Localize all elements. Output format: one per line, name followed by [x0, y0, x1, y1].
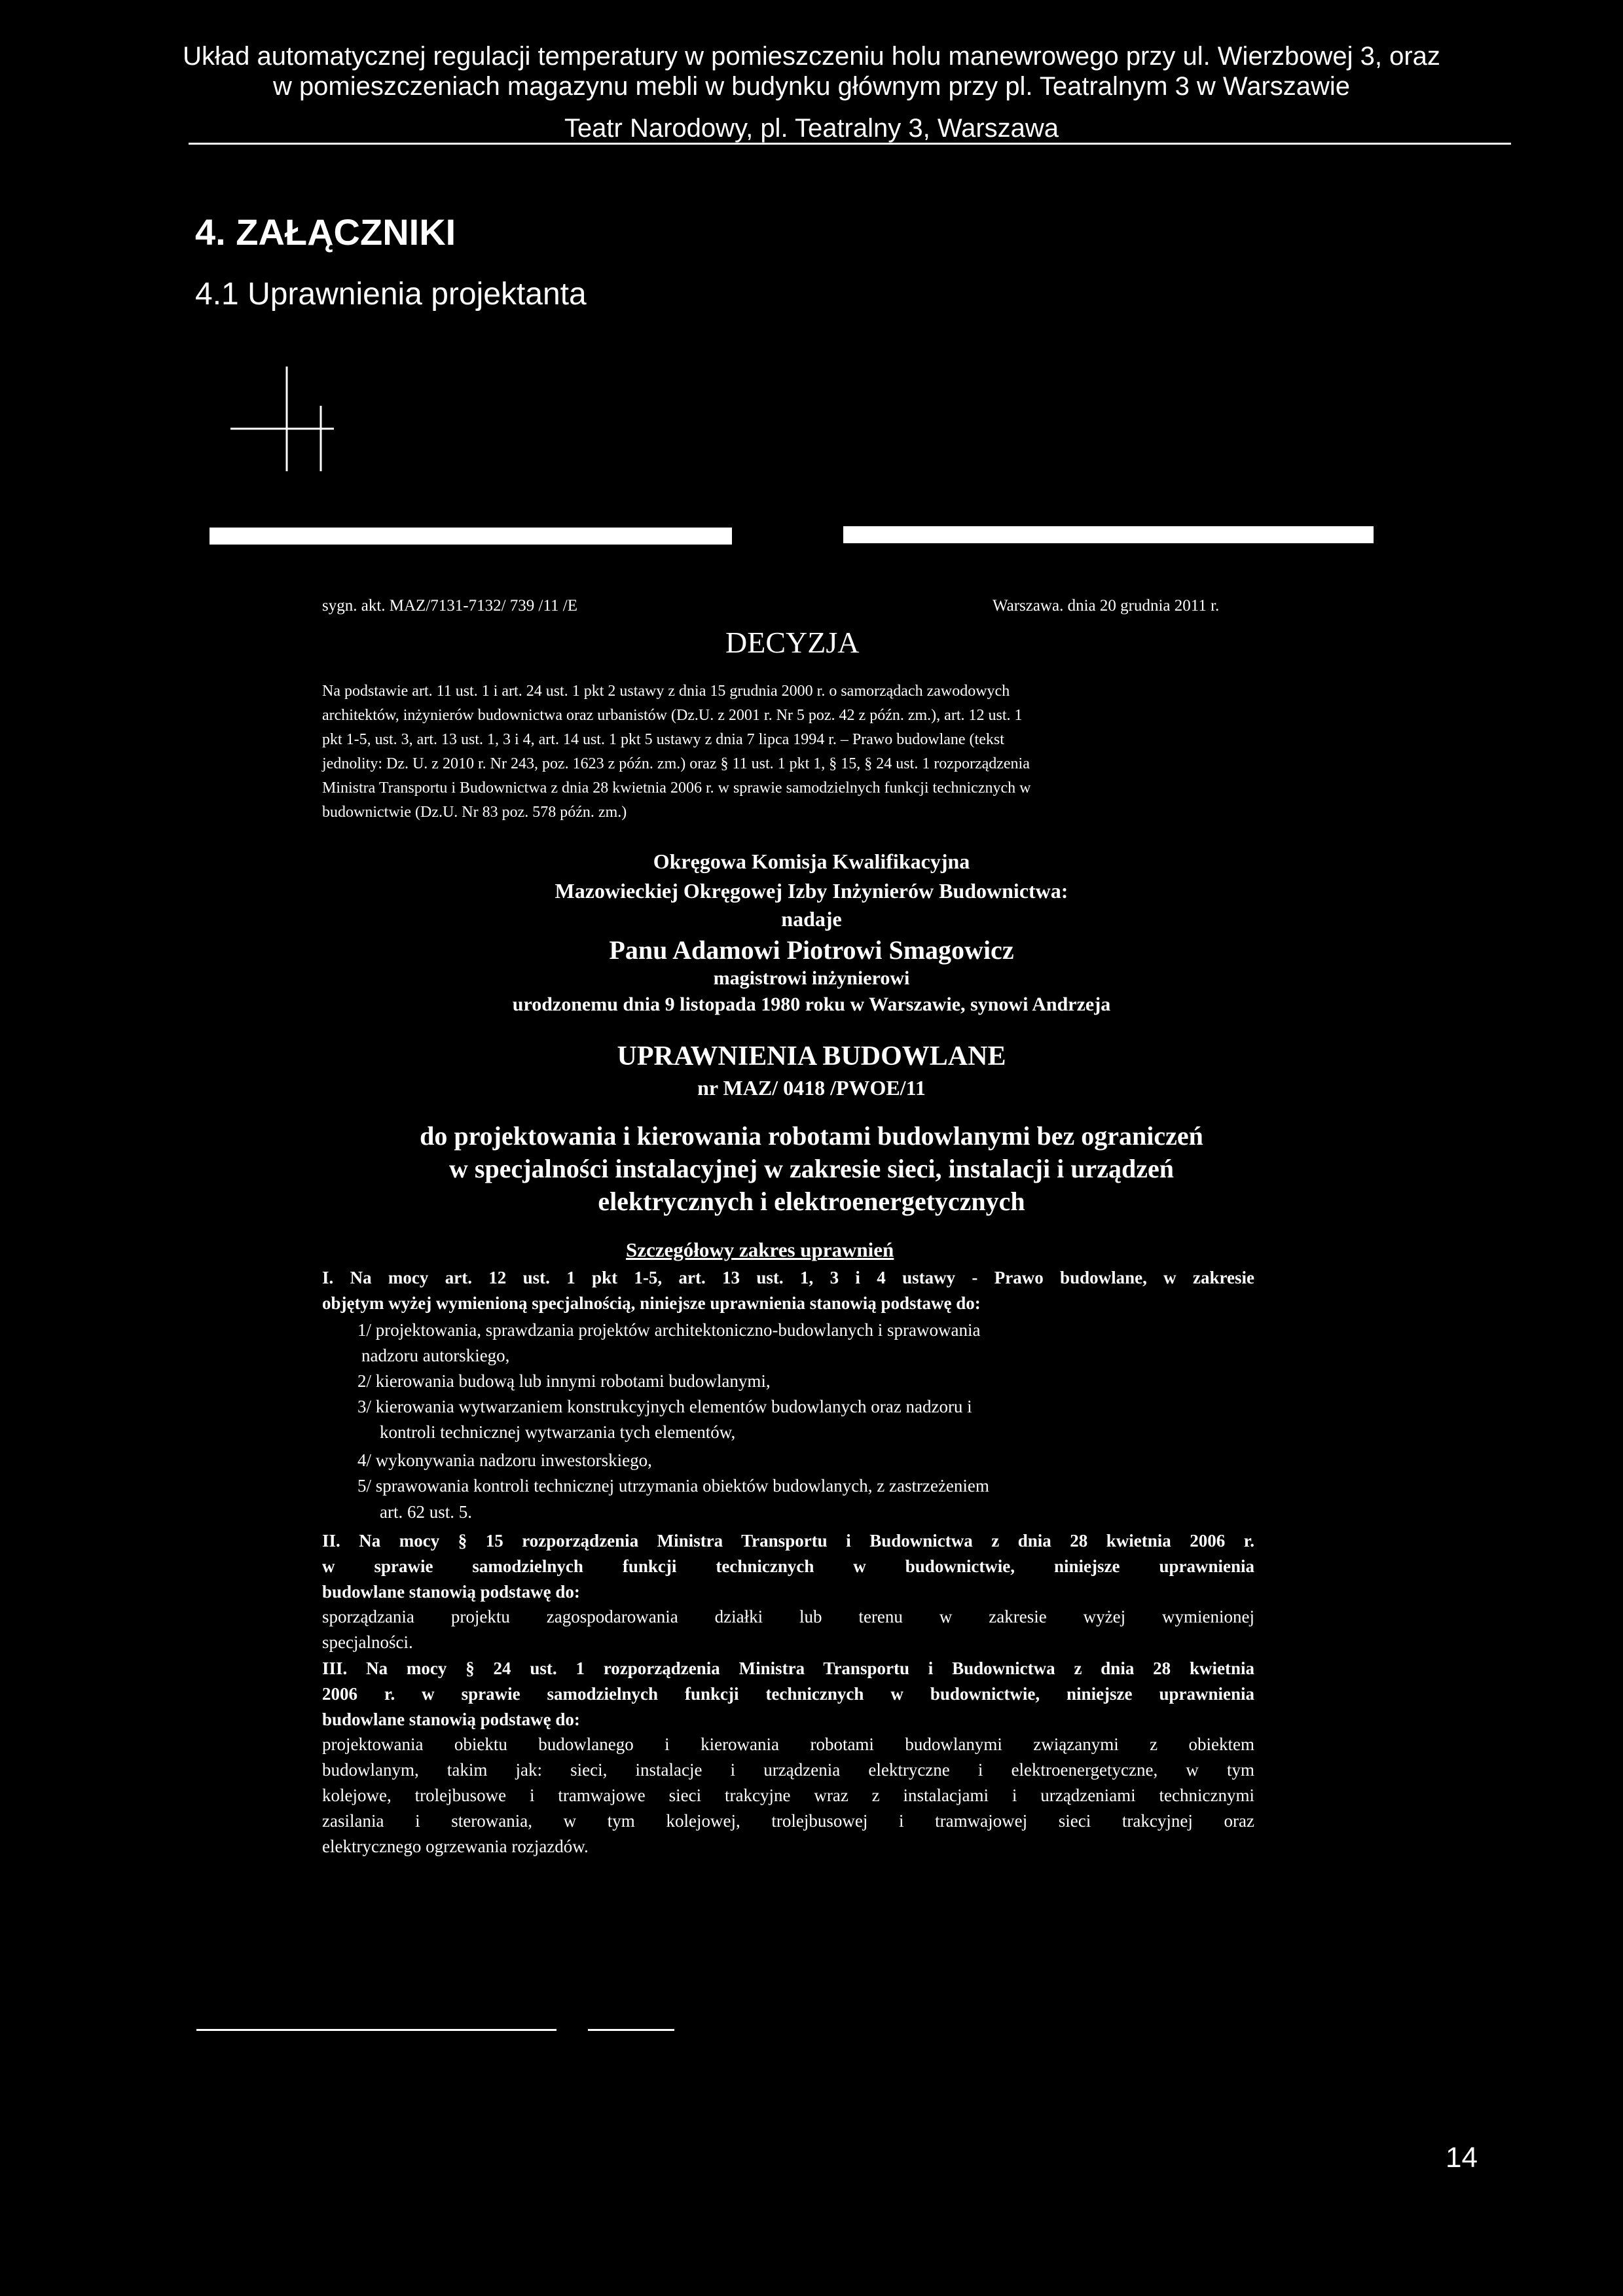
part-3-basis: budowlane stanowią podstawę do:	[322, 1710, 580, 1729]
part-2-basis: II. Na mocy § 15 rozporządzenia Ministra Transportu i Budownictwa z dnia 28 kwietnia 2006 r.	[322, 1531, 1254, 1551]
part-3-text: budowlanym, takim jak: sieci, instalacje i urządzenia elektryczne i elektroenergetyczne, w tym	[322, 1760, 1254, 1780]
footer-dash-left	[196, 2029, 556, 2031]
document-header-line-2: w pomieszczeniach magazynu mebli w budynku głównym przy pl. Teatralnym 3 w Warszawie	[272, 72, 1351, 101]
part-3-text: kolejowe, trolejbusowe i tramwajowe sieci trakcyjne wraz z instalacjami i urządzeniami technicznymi	[322, 1785, 1254, 1805]
commission-name: Okręgowa Komisja Kwalifikacyjna	[653, 850, 970, 873]
legal-basis-line: Ministra Transportu i Budownictwa z dnia 28 kwietnia 2006 r. w sprawie samodzielnych funkcji technicznych w	[322, 780, 1031, 797]
birth-info: urodzonemu dnia 9 listopada 1980 roku w Warszawie, synowi Andrzeja	[512, 994, 1111, 1015]
case-reference: sygn. akt. MAZ/7131-7132/ 739 /11 /E	[322, 597, 578, 615]
document-header-line-1: Układ automatycznej regulacji temperatury w pomieszczeniu holu manewrowego przy ul. Wierzbowej 3, oraz	[183, 42, 1440, 71]
part-3-text: zasilania i sterowania, w tym kolejowej, trolejbusowej i tramwajowej sieci trakcyjnej oraz	[322, 1811, 1254, 1831]
legal-basis-line: jednolity: Dz. U. z 2010 r. Nr 243, poz. 1623 z późn. zm.) oraz § 11 ust. 1 pkt 1, § 15, § 24 ust. 1 rozporządzenia	[322, 755, 1030, 772]
place-date: Warszawa. dnia 20 grudnia 2011 r.	[993, 597, 1220, 615]
scope-line-3: elektrycznych i elektroenergetycznych	[598, 1187, 1025, 1216]
permit-number: nr MAZ/ 0418 /PWOE/11	[697, 1076, 926, 1100]
part-3-text: elektrycznego ogrzewania rozjazdów.	[322, 1837, 589, 1856]
permit-item: 1/ projektowania, sprawdzania projektów architektoniczno-budowlanych i sprawowania	[357, 1320, 981, 1340]
part-3-text: projektowania obiektu budowlanego i kierowania robotami budowlanymi związanymi z obiektem	[322, 1734, 1254, 1754]
part-2-text: specjalności.	[322, 1632, 413, 1652]
permit-item: kontroli technicznej wytwarzania tych elementów,	[380, 1422, 736, 1442]
permit-item: 5/ sprawowania kontroli technicznej utrzymania obiektów budowlanych, z zastrzeżeniem	[357, 1476, 989, 1496]
recipient-title: magistrowi inżynierowi	[713, 967, 910, 989]
legal-basis-line: pkt 1-5, ust. 3, art. 13 ust. 1, 3 i 4, art. 14 ust. 1 pkt 5 ustawy z dnia 7 lipca 1994 r. – Prawo budowlane (tekst	[322, 731, 1004, 748]
footer-dash-right	[588, 2029, 674, 2031]
part-3-basis: III. Na mocy § 24 ust. 1 rozporządzenia Ministra Transportu i Budownictwa z dnia 28 kwietnia	[322, 1659, 1254, 1678]
redaction-bar-left	[210, 528, 732, 545]
subsection-title: 4.1 Uprawnienia projektanta	[195, 277, 587, 312]
permit-item: 2/ kierowania budową lub innymi robotami budowlanymi,	[357, 1371, 771, 1391]
legal-basis-line: Na podstawie art. 11 ust. 1 i art. 24 ust. 1 pkt 2 ustawy z dnia 15 grudnia 2000 r. o samorządach zawodowych	[322, 683, 1010, 700]
permit-item: 3/ kierowania wytwarzaniem konstrukcyjnych elementów budowlanych oraz nadzoru i	[357, 1397, 972, 1416]
scope-line-2: w specjalności instalacyjnej w zakresie sieci, instalacji i urządzeń	[449, 1154, 1174, 1183]
permit-item: art. 62 ust. 5.	[380, 1502, 472, 1522]
part-2-basis: w sprawie samodzielnych funkcji technicznych w budownictwie, niniejsze uprawnienia	[322, 1556, 1254, 1576]
part-2-basis: budowlane stanowią podstawę do:	[322, 1582, 580, 1602]
permit-item: 4/ wykonywania nadzoru inwestorskiego,	[357, 1450, 652, 1470]
header-rule	[189, 143, 1511, 145]
permit-item: nadzoru autorskiego,	[361, 1346, 510, 1365]
part-1-basis: I. Na mocy art. 12 ust. 1 pkt 1-5, art. 13 ust. 1, 3 i 4 ustawy - Prawo budowlane, w zakresie	[322, 1268, 1254, 1287]
section-title: 4. ZAŁĄCZNIKI	[195, 211, 456, 253]
page-number: 14	[1446, 2142, 1478, 2174]
grants-label: nadaje	[781, 907, 842, 931]
part-2-text: sporządzania projektu zagospodarowania działki lub terenu w zakresie wyżej wymienionej	[322, 1607, 1254, 1626]
decision-title: DECYZJA	[725, 626, 860, 659]
permit-title: UPRAWNIENIA BUDOWLANE	[617, 1041, 1006, 1071]
part-3-basis: 2006 r. w sprawie samodzielnych funkcji technicznych w budownictwie, niniejsze uprawnienia	[322, 1684, 1254, 1704]
redaction-bar-right	[843, 526, 1374, 543]
commission-chamber: Mazowieckiej Okręgowej Izby Inżynierów Budownictwa:	[555, 879, 1068, 903]
scope-line-1: do projektowania i kierowania robotami budowlanymi bez ograniczeń	[420, 1121, 1203, 1151]
recipient-name: Panu Adamowi Piotrowi Smagowicz	[609, 935, 1014, 965]
legal-basis-line: budownictwie (Dz.U. Nr 83 poz. 578 późn. zm.)	[322, 804, 627, 821]
document-header-line-3: Teatr Narodowy, pl. Teatralny 3, Warszawa	[564, 114, 1059, 143]
legal-basis-line: architektów, inżynierów budownictwa oraz urbanistów (Dz.U. z 2001 r. Nr 5 poz. 42 z późn. zm.), art. 12 ust. 1	[322, 707, 1023, 724]
part-1-basis: objętym wyżej wymienioną specjalnością, niniejsze uprawnienia stanowią podstawę do:	[322, 1293, 981, 1313]
detail-scope-heading: Szczegółowy zakres uprawnień	[626, 1238, 894, 1261]
crop-mark-icon	[223, 360, 340, 478]
